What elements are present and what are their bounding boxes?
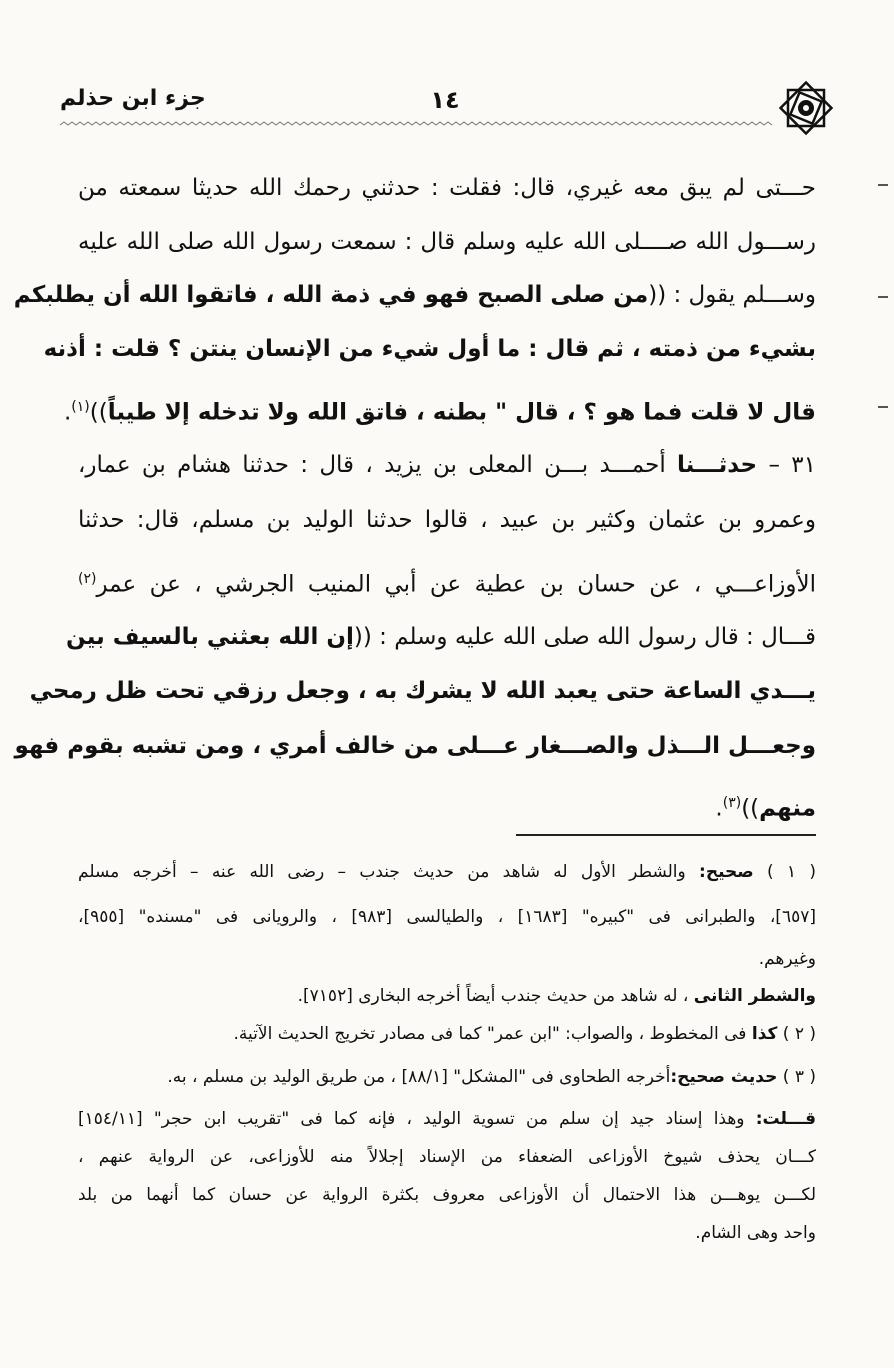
text-line: قـــال : قال رسول الله صلى الله عليه وسلم : ((إن الله بعثني بالسيف بين bbox=[66, 624, 816, 650]
running-title: جزء ابن حذلم bbox=[60, 86, 206, 111]
footnote-line: واحد وهى الشام. bbox=[695, 1223, 816, 1243]
footnote-ref: (٣) bbox=[722, 795, 742, 811]
text-line: منهم))$^{(٣)}$. bbox=[715, 795, 816, 822]
footnote-line: قـــلت: وهذا إسناد جيد إن سلم من تسوية الوليد ، فإنه كما فى "تقريب ابن حجر" [١٥٤/١١] bbox=[78, 1109, 816, 1129]
page-number: ١٤ bbox=[430, 86, 460, 114]
margin-tick bbox=[878, 184, 888, 186]
footnote-separator bbox=[516, 834, 816, 836]
text-line: وعمرو بن عثمان وكثير بن عبيد ، قالوا حدثنا الوليد بن مسلم، قال: حدثنا bbox=[78, 507, 816, 533]
main-text bbox=[13, 160, 816, 832]
text-line: وســـلم يقول : ((من صلى الصبح فهو في ذمة الله ، فاتقوا الله أن يطلبكم bbox=[13, 282, 816, 308]
text-line: الأوزاعـــي ، عن حسان بن عطية عن أبي المنيب الجرشي ، عن عمر$^{(٢)}$ bbox=[78, 571, 816, 598]
text-line: يـــدي الساعة حتى يعبد الله لا يشرك به ، وجعل رزقي تحت ظل رمحي bbox=[29, 678, 816, 704]
footnote-line: ( ٢ ) كذا فى المخطوط ، والصواب: "ابن عمر" كما فى مصادر تخريج الحديث الآتية. bbox=[233, 1024, 816, 1044]
footnote-line: كـــان يحذف شيوخ الأوزاعى الضعفاء من الإسناد إجلالاً منه للأوزاعى، عن الرواية عنهم ، bbox=[78, 1147, 816, 1167]
text-line: قال لا قلت فما هو ؟ ، قال " بطنه ، فاتق الله ولا تدخله إلا طيباً))$^{(١)}$. bbox=[63, 399, 816, 426]
footnote-line: والشطر الثانى ، له شاهد من حديث جندب أيضاً أخرجه البخارى [٧١٥٢]. bbox=[297, 986, 816, 1006]
footnote-line: وغيرهم. bbox=[758, 949, 816, 969]
footnote-line: [٦٥٧]، والطبرانى فى "كبيره" [١٦٨٣] ، والطيالسى [٩٨٣] ، والرويانى فى "مسنده" [٩٥٥]، bbox=[78, 907, 816, 927]
text-line: رســـول الله صــــلى الله عليه وسلم قال : سمعت رسول الله صلى الله عليه bbox=[78, 229, 816, 255]
footnote-line: لكـــن يوهـــن هذا الاحتمال أن الأوزاعى معروف بكثرة الرواية عن حسان كما أنهما من بلد bbox=[78, 1185, 816, 1205]
footnote-line: ( ٣ ) حديث صحيح:أخرجه الطحاوى فى "المشكل" [٨٨/١] ، من طريق الوليد بن مسلم ، به. bbox=[167, 1067, 816, 1087]
margin-tick bbox=[878, 296, 888, 298]
text-line: حـــتى لم يبق معه غيري، قال: فقلت : حدثني رحمك الله حديثا سمعته من bbox=[78, 175, 816, 201]
footnotes bbox=[78, 850, 816, 1252]
footnote-ref: (٢) bbox=[78, 571, 97, 587]
text-line: وجعـــل الـــذل والصـــغار عـــلى من خالف أمري ، ومن تشبه بقوم فهو bbox=[14, 733, 816, 759]
margin-tick bbox=[878, 406, 888, 408]
text-line: ٣١ – حدثـــنا أحمـــد بـــن المعلى بن يزيد ، قال : حدثنا هشام بن عمار، bbox=[78, 452, 816, 478]
page-header bbox=[60, 78, 830, 138]
footnote-line: ( ١ ) صحيح: والشطر الأول له شاهد من حديث جندب – رضى الله عنه – أخرجه مسلم bbox=[78, 862, 816, 882]
header-rule bbox=[60, 122, 772, 128]
footnote-ref: (١) bbox=[71, 399, 90, 415]
text-line: بشيء من ذمته ، ثم قال : ما أول شيء من الإنسان ينتن ؟ قلت : أذنه bbox=[43, 336, 816, 362]
